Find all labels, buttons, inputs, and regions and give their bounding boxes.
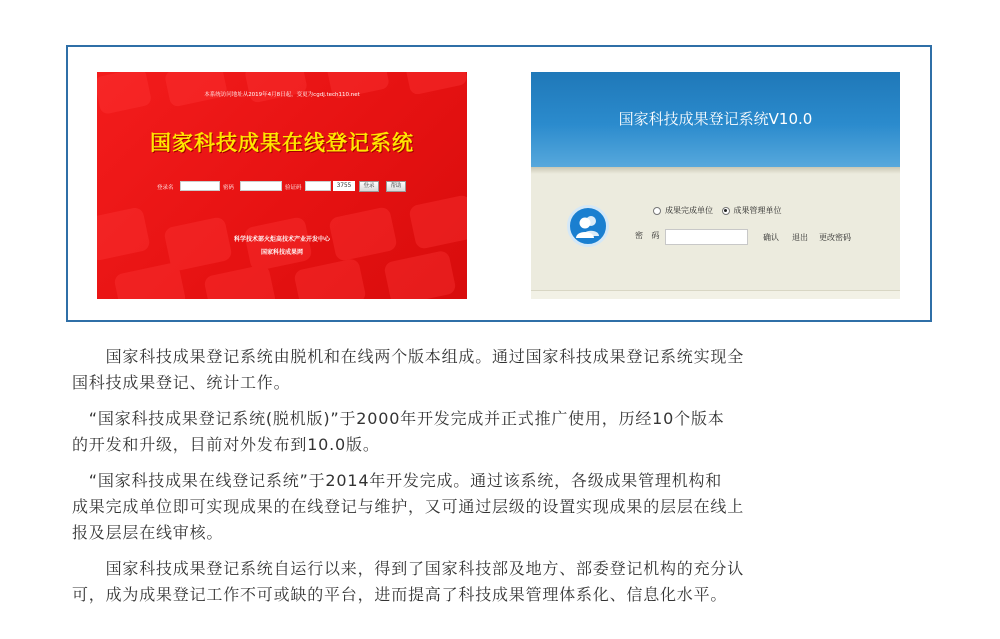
radio-completion-unit-label: 成果完成单位 [665,206,713,215]
paragraph-line: 报及层层在线审核。 [72,523,224,542]
radio-completion-unit[interactable] [653,207,661,215]
username-label: 登录名 [157,185,174,191]
username-input[interactable] [180,181,220,191]
captcha-image[interactable]: 3755 [333,181,355,191]
paragraph-line: “国家科技成果在线登记系统”于2014年开发完成。通过该系统，各级成果管理机构和 [72,471,723,490]
password-input[interactable] [240,181,282,191]
paragraph-line: 国家科技成果登记系统自运行以来，得到了国家科技部及地方、部委登记机构的充分认 [72,559,745,578]
online-system-title: 国家科技成果在线登记系统 [150,131,414,155]
users-icon [567,205,609,247]
confirm-button[interactable]: 确认 [763,233,779,242]
offline-system-title: 国家科技成果登记系统V10.0 [618,110,813,128]
login-bar [97,180,467,194]
address-notice: 本系统访问地址从2019年4月8日起，变更为cgdj.tech110.net [204,92,360,98]
paragraph-line: 国家科技成果登记系统由脱机和在线两个版本组成。通过国家科技成果登记系统实现全 [72,347,745,366]
status-bar [531,290,900,299]
offline-system-screenshot [531,72,900,299]
captcha-input[interactable] [305,181,331,191]
paragraph-line: “国家科技成果登记系统(脱机版)”于2000年开发完成并正式推广使用，历经10个版本 [72,409,725,428]
site-name: 国家科技成果网 [260,249,303,256]
online-system-screenshot [97,72,467,299]
exit-button[interactable]: 退出 [792,233,808,242]
login-button[interactable]: 登录 [359,181,379,192]
paragraph-line: 国科技成果登记、统计工作。 [72,373,291,392]
paragraph-line: 可，成为成果登记工作不可或缺的平台，进而提高了科技成果管理体系化、信息化水平。 [72,585,728,604]
change-password-button[interactable]: 更改密码 [819,233,851,242]
help-button[interactable]: 帮助 [386,181,406,192]
captcha-label: 验证码 [285,185,302,191]
paragraph-line: 的开发和升级，目前对外发布到10.0版。 [72,435,380,454]
password-label: 密码 [223,185,235,191]
radio-management-unit-label: 成果管理单位 [733,206,782,215]
header-divider [531,167,900,174]
password-label: 密 码 [635,231,663,240]
password-input[interactable] [665,229,748,245]
radio-management-unit[interactable] [722,207,730,215]
organizer-name: 科学技术部火炬高技术产业开发中心 [233,236,330,243]
paragraph-line: 成果完成单位即可实现成果的在线登记与维护，又可通过层级的设置实现成果的层层在线上 [72,497,745,516]
unit-type-radio-group [653,205,782,217]
